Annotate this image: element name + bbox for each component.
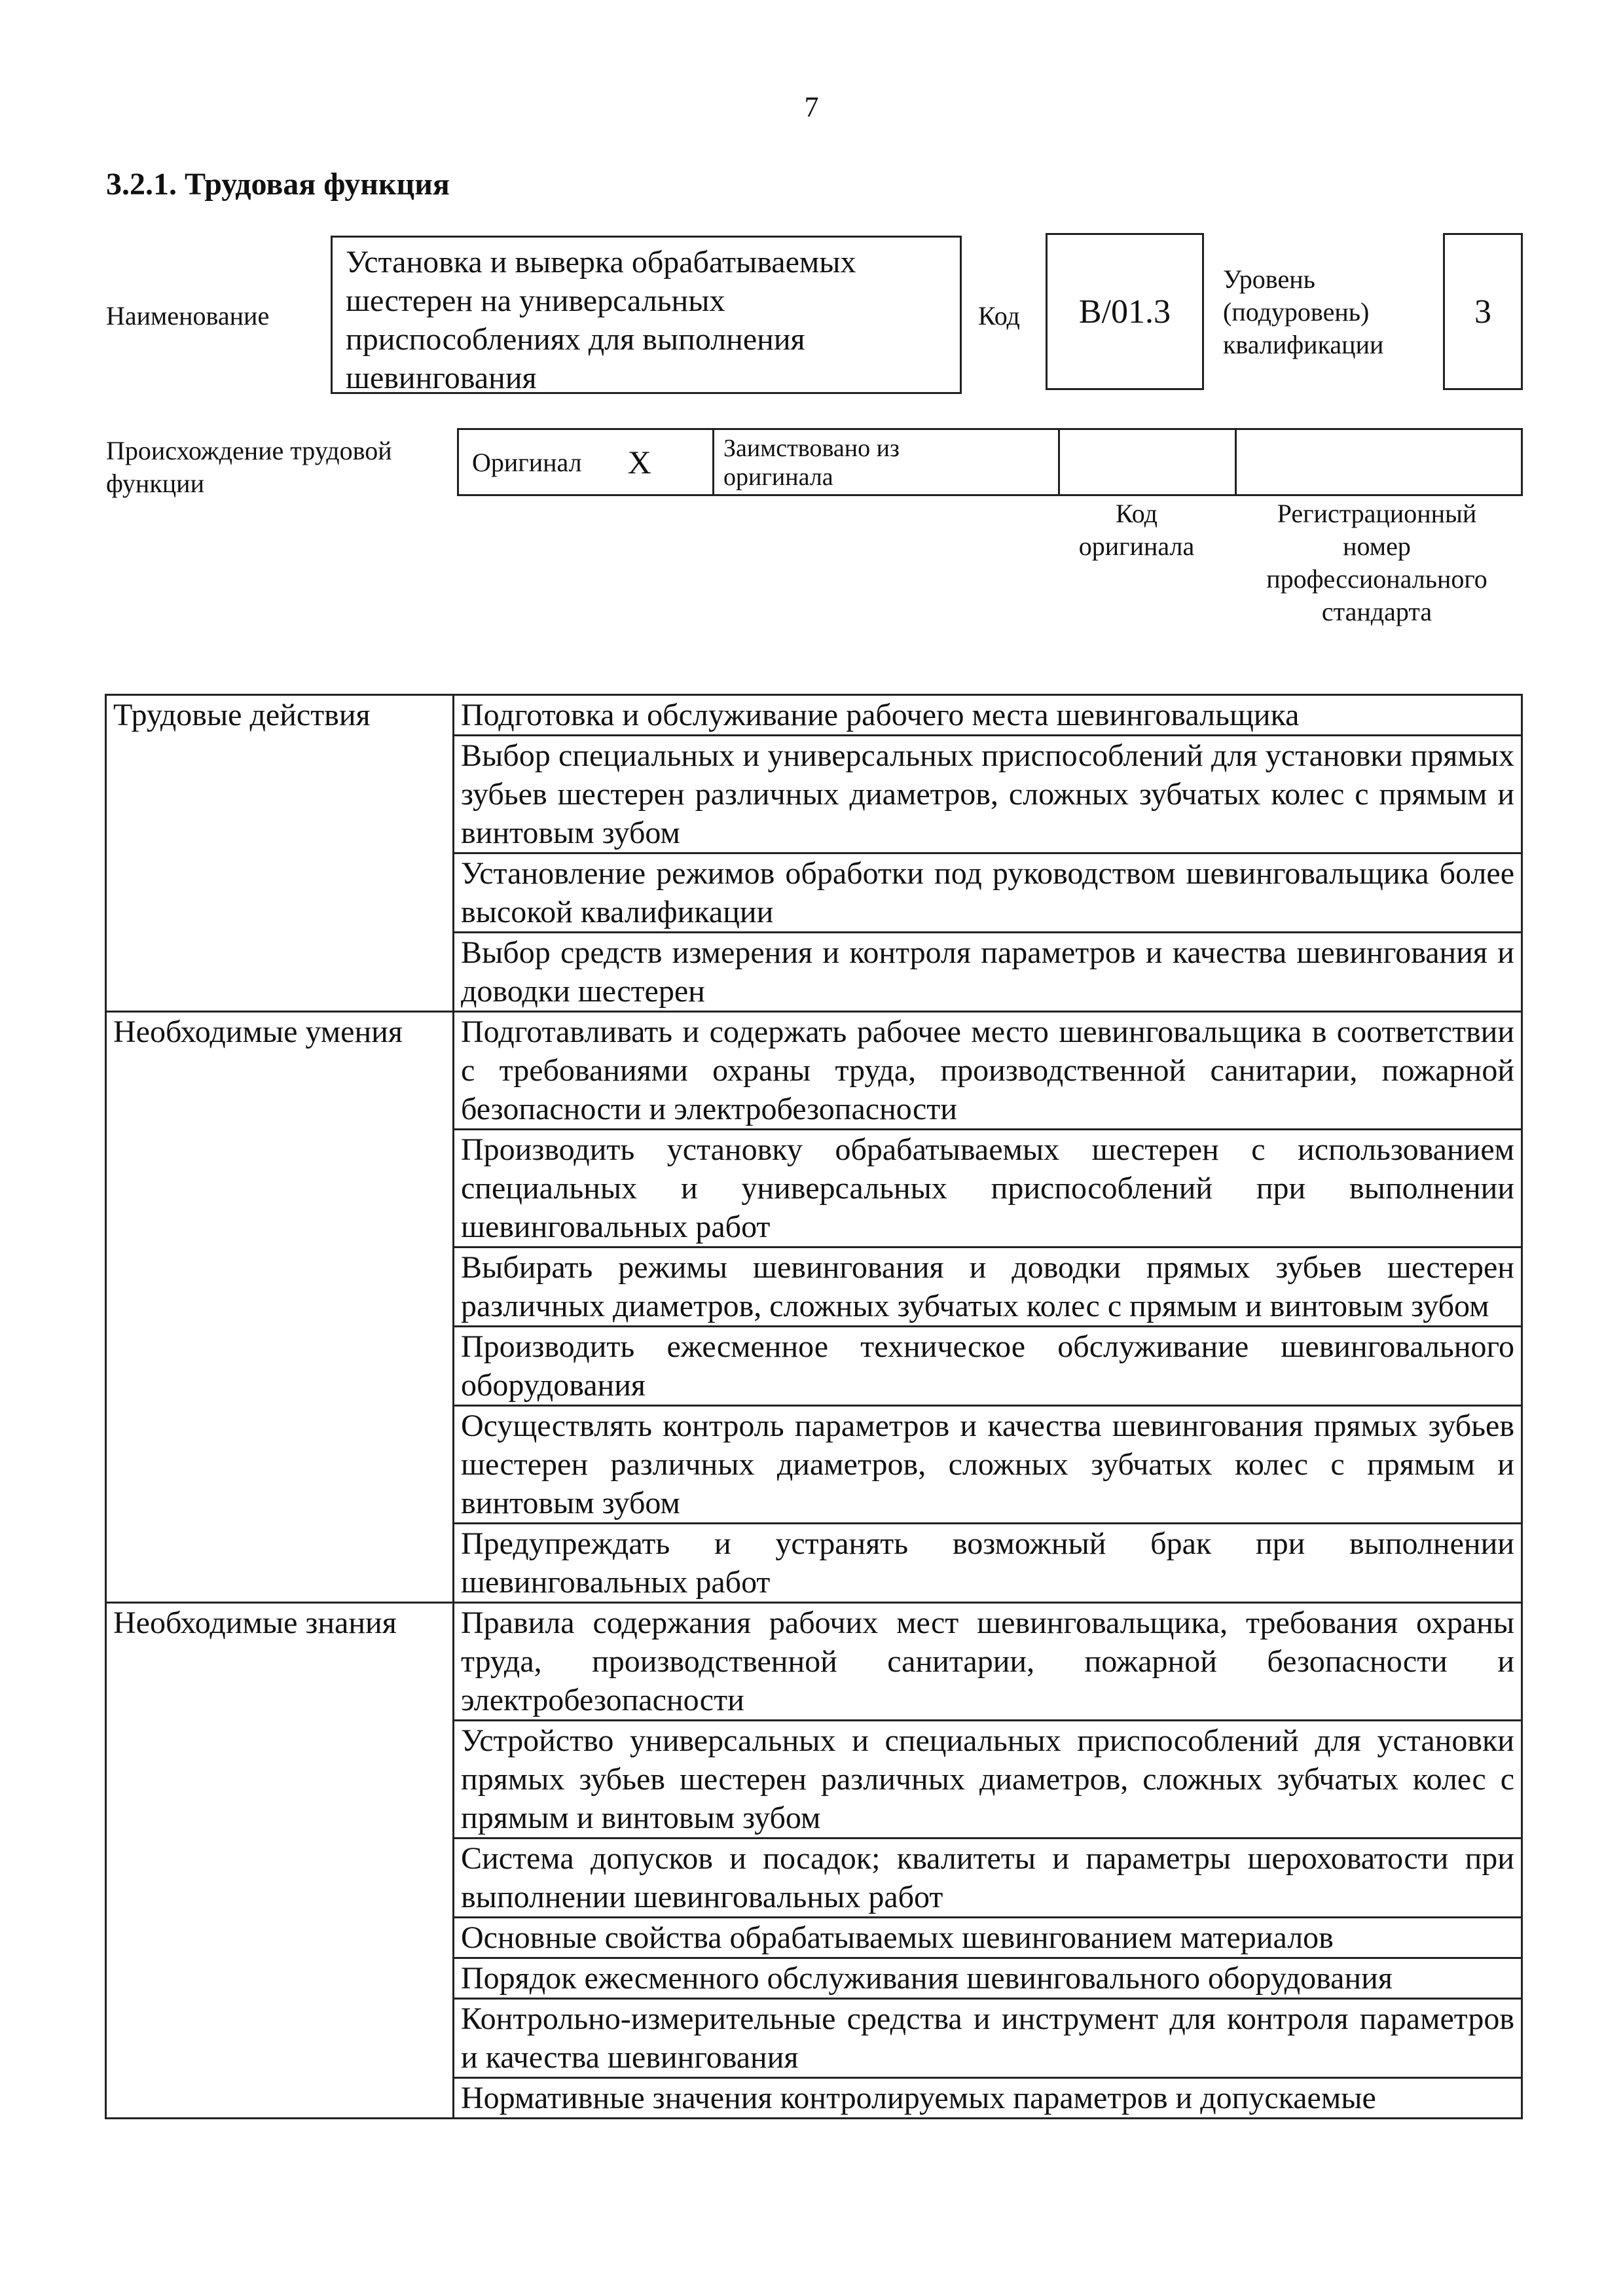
reg-caption-line-1: Регистрационный	[1277, 499, 1477, 528]
table-cell: Выбор специальных и универсальных приспособлений для установки прямых зубьев шестерен различных диаметров, сложных зубчатых колес с прямым и винтовым зубом	[454, 736, 1522, 853]
table-cell: Подготовка и обслуживание рабочего места шевинговальщика	[454, 695, 1522, 736]
origin-label-line-2: функции	[106, 469, 204, 498]
original-label: Оригинал	[472, 447, 582, 477]
table-row	[106, 1012, 1522, 1130]
borrowed-label-line-1: Заимствовано из	[723, 435, 900, 462]
section-title: 3.2.1. Трудовая функция	[106, 167, 450, 202]
registration-number-cell	[1237, 430, 1521, 494]
original-code-caption	[1045, 497, 1228, 563]
function-code: В/01.3	[1046, 233, 1204, 390]
table-cell: Контрольно-измерительные средства и инструмент для контроля параметров и качества шевингования	[454, 1999, 1522, 2078]
code-caption-line-2: оригинала	[1078, 531, 1195, 561]
page-number: 7	[804, 91, 819, 123]
qualification-level-label	[1223, 263, 1383, 361]
original-mark: Х	[627, 444, 651, 480]
category-labor-actions: Трудовые действия	[106, 695, 454, 1012]
table-cell: Установление режимов обработки под руководством шевинговальщика более высокой квалификации	[454, 853, 1522, 933]
table-cell: Предупреждать и устранять возможный брак при выполнении шевинговальных работ	[454, 1524, 1522, 1603]
table-cell: Правила содержания рабочих мест шевинговальщика, требования охраны труда, производственной санитарии, пожарной безопасности и электробезопасности	[454, 1603, 1522, 1721]
table-cell: Нормативные значения контролируемых параметров и допускаемые	[454, 2078, 1522, 2119]
reg-caption-line-3: профессионального	[1266, 564, 1487, 594]
table-cell: Подготавливать и содержать рабочее место шевинговальщика в соответствии с требованиями охраны труда, производственной санитарии, пожарной безопасности и электробезопасности	[454, 1012, 1522, 1130]
origin-label	[106, 435, 392, 500]
borrowed-label-line-2: оригинала	[723, 463, 833, 491]
code-caption-line-1: Код	[1116, 499, 1158, 528]
table-row	[106, 1603, 1522, 1721]
table-cell: Порядок ежесменного обслуживания шевинговального оборудования	[454, 1958, 1522, 1999]
table-cell: Основные свойства обрабатываемых шевингованием материалов	[454, 1918, 1522, 1958]
table-cell: Производить установку обрабатываемых шестерен с использованием специальных и универсальных приспособлений при выполнении шевинговальных работ	[454, 1130, 1522, 1247]
original-cell	[459, 430, 714, 494]
origin-label-line-1: Происхождение трудовой	[106, 436, 392, 465]
registration-number-caption	[1231, 497, 1523, 628]
table-cell: Выбор средств измерения и контроля параметров и качества шевингования и доводки шестерен	[454, 933, 1522, 1012]
table-row	[106, 695, 1522, 736]
name-label: Наименование	[106, 301, 270, 331]
table-cell: Система допусков и посадок; квалитеты и параметры шероховатости при выполнении шевинговальных работ	[454, 1839, 1522, 1918]
table-cell: Устройство универсальных и специальных приспособлений для установки прямых зубьев шестерен различных диаметров, сложных зубчатых колес с прямым и винтовым зубом	[454, 1721, 1522, 1839]
category-required-skills: Необходимые умения	[106, 1012, 454, 1603]
original-code-cell	[1060, 430, 1237, 494]
function-name-box: Установка и выверка обрабатываемых шестерен на универсальных приспособлениях для выполнения шевингования	[331, 236, 962, 394]
borrowed-cell	[714, 430, 1060, 494]
table-cell: Производить ежесменное техническое обслуживание шевинговального оборудования	[454, 1327, 1522, 1406]
level-label-line-3: квалификации	[1223, 330, 1384, 359]
category-required-knowledge: Необходимые знания	[106, 1603, 454, 2119]
table-cell: Осуществлять контроль параметров и качества шевингования прямых зубьев шестерен различных диаметров, сложных зубчатых колес с прямым и винтовым зубом	[454, 1406, 1522, 1524]
table-cell: Выбирать режимы шевингования и доводки прямых зубьев шестерен различных диаметров, сложных зубчатых колес с прямым и винтовым зубом	[454, 1247, 1522, 1327]
competency-table	[105, 694, 1523, 2119]
reg-caption-line-2: номер	[1343, 531, 1411, 561]
level-label-line-1: Уровень	[1223, 264, 1315, 294]
code-label: Код	[978, 301, 1020, 331]
qualification-level-value: 3	[1443, 233, 1523, 390]
origin-row	[457, 428, 1523, 496]
level-label-line-2: (подуровень)	[1223, 297, 1370, 327]
reg-caption-line-4: стандарта	[1321, 597, 1432, 626]
